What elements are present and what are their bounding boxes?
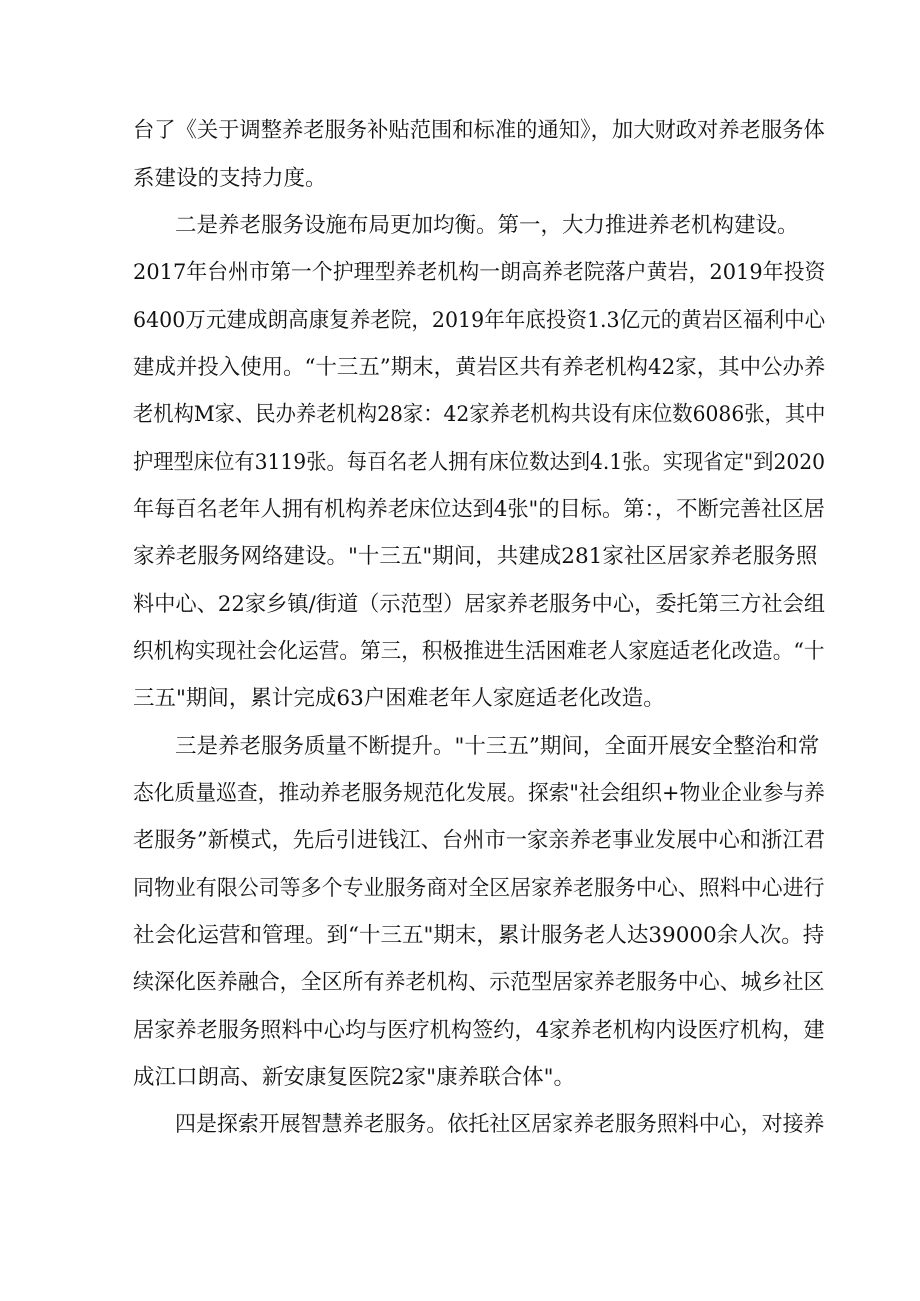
text-line: 三五"期间，累计完成63户困难老年人家庭适老化改造。 (133, 686, 665, 711)
text-line: 二是养老服务设施布局更加均衡。第一，大力推进养老机构建设。 (175, 213, 799, 238)
text-line: 居家养老服务照料中心均与医疗机构签约，4家养老机构内设医疗机构，建 (133, 1018, 825, 1043)
text-line: 护理型床位有3119张。每百名老人拥有床位数达到4.1张。实现省定"到2020 (133, 450, 826, 475)
text-line: 台了《关于调整养老服务补贴范围和标准的通知》，加大财政对养老服务体 (133, 118, 825, 143)
text-line: 成江口朗高、新安康复医院2家"康养联合体"。 (133, 1065, 575, 1090)
text-line: 建成并投入使用。“十三五”期末，黄岩区共有养老机构42家，其中公办养 (133, 355, 826, 380)
text-line: 三是养老服务质量不断提升。"十三五”期间，全面开展安全整治和常 (175, 734, 820, 759)
text-line: 2017年台州市第一个护理型养老机构一朗高养老院落户黄岩，2019年投资 (133, 260, 826, 285)
text-line: 织机构实现社会化运营。第三，积极推进生活困难老人家庭适老化改造。“十 (133, 639, 825, 664)
text-line: 家养老服务网络建设。"十三五"期间，共建成281家社区居家养老服务照 (133, 544, 818, 569)
text-line: 态化质量巡查，推动养老服务规范化发展。探索"社会组织+物业企业参与养 (133, 781, 825, 806)
text-line: 老服务”新模式，先后引进钱江、台州市一家亲养老事业发展中心和浙江君 (133, 828, 826, 853)
text-line: 四是探索开展智慧养老服务。依托社区居家养老服务照料中心，对接养 (175, 1112, 825, 1137)
text-line: 老机构M家、民办养老机构28家：42家养老机构共设有床位数6086张，其中 (133, 402, 826, 427)
text-line: 社会化运营和管理。到“十三五"期末，累计服务老人达39000余人次。持 (133, 923, 825, 948)
text-line: 同物业有限公司等多个专业服务商对全区居家养老服务中心、照料中心进行 (133, 876, 825, 901)
text-line: 料中心、22家乡镇/街道（示范型）居家养老服务中心，委托第三方社会组 (133, 592, 826, 617)
text-line: 6400万元建成朗高康复养老院，2019年年底投资1.3亿元的黄岩区福利中心 (133, 308, 826, 333)
text-line: 系建设的支持力度。 (133, 166, 327, 191)
text-line: 续深化医养融合，全区所有养老机构、示范型居家养老服务中心、城乡社区 (133, 970, 825, 995)
text-line: 年每百名老年人拥有机构养老床位达到4张"的目标。第：，不断完善社区居 (133, 497, 825, 522)
